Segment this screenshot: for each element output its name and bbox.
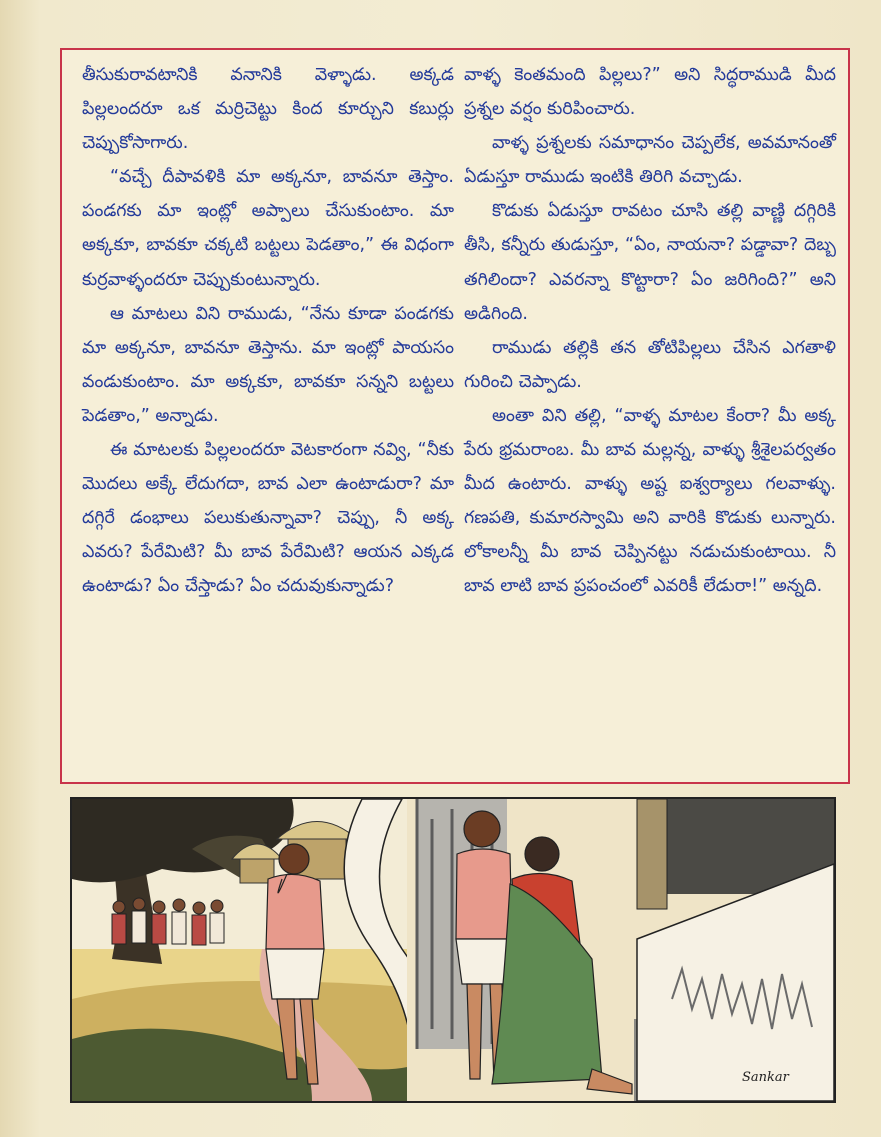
right-text-column bbox=[464, 58, 836, 604]
paragraph: ఈ మాటలకు పిల్లలందరూ వెటకారంగా నవ్వి, “నీకు మొదలు అక్కే లేదుగదా, బావ ఎలా ఉంటాడురా? మా దగ్గిరే డంభాలు పలుకుతున్నావా? చెప్పు, నీ అక్క ఎవరు? పేరేమిటి? మీ బావ పేరేమిటి? ఆయన ఎక్కడ ఉంటాడు? ఏం చేస్తాడు? ఏం చదువుకున్నాడు? bbox=[82, 440, 454, 597]
left-text-column bbox=[82, 58, 454, 604]
right-scene bbox=[407, 799, 834, 1101]
paragraph: కొడుకు ఏడుస్తూ రావటం చూసి తల్లి వాణ్ణి దగ్గిరికి తీసి, కన్నీరు తుడుస్తూ, “ఏం, నాయనా? పడ్డావా? దెబ్బ తగిలిందా? ఎవరన్నా కొట్టారా? ఏం జరిగింది?” అని అడిగింది. bbox=[464, 201, 836, 324]
paragraph: ఆ మాటలు విని రాముడు, “నేను కూడా పండగకు మా అక్కనూ, బావనూ తెస్తాను. మా ఇంట్లో పాయసం వండుకుంటాం. మా అక్కకూ, బావకూ సన్నని బట్టలు పెడతాం,” అన్నాడు. bbox=[82, 303, 454, 426]
story-illustration bbox=[70, 797, 836, 1103]
paragraph: తీసుకురావటానికి వనానికి వెళ్ళాడు. అక్కడ పిల్లలందరూ ఒక మర్రిచెట్టు కింద కూర్చుని కబుర్లు చెప్పుకోసాగారు. bbox=[82, 65, 454, 154]
paragraph: అంతా విని తల్లి, “వాళ్ళ మాటల కేంరా? మీ అక్క పేరు భ్రమరాంబ. మీ బావ మల్లన్న, వాళ్ళు శ్రీశైలపర్వతం మీద ఉంటారు. వాళ్ళు అష్ట ఐశ్వర్యాలు గలవాళ్ళు. గణపతి, కుమారస్వామి అని వారికి కొడుకు లున్నారు. లోకాలన్నీ మీ బావ చెప్పినట్టు నడుచుకుంటాయి. నీ బావ లాటి బావ ప్రపంచంలో ఎవరికీ లేడురా!” అన్నది. bbox=[464, 405, 836, 597]
paragraph: రాముడు తల్లికి తన తోటిపిల్లలు చేసిన ఎగతాళి గురించి చెప్పాడు. bbox=[464, 337, 836, 392]
story-text-frame bbox=[60, 48, 850, 784]
paragraph: వాళ్ళ ప్రశ్నలకు సమాధానం చెప్పలేక, అవమానంతో ఏడుస్తూ రాముడు ఇంటికి తిరిగి వచ్చాడు. bbox=[464, 133, 836, 188]
paragraph: వాళ్ళ కెంతమంది పిల్లలు?” అని సిద్ధరాముడి మీద ప్రశ్నల వర్షం కురిపించారు. bbox=[464, 65, 836, 120]
artist-signature: Sankar bbox=[742, 1070, 789, 1085]
paragraph: “వచ్చే దీపావళికి మా అక్కనూ, బావనూ తెస్తాం. పండగకు మా ఇంట్లో అప్పాలు చేసుకుంటాం. మా అక్కకూ, బావకూ చక్కటి బట్టలు పెడతాం,” ఈ విధంగా కుర్రవాళ్ళందరూ చెప్పుకుంటున్నారు. bbox=[82, 167, 454, 290]
